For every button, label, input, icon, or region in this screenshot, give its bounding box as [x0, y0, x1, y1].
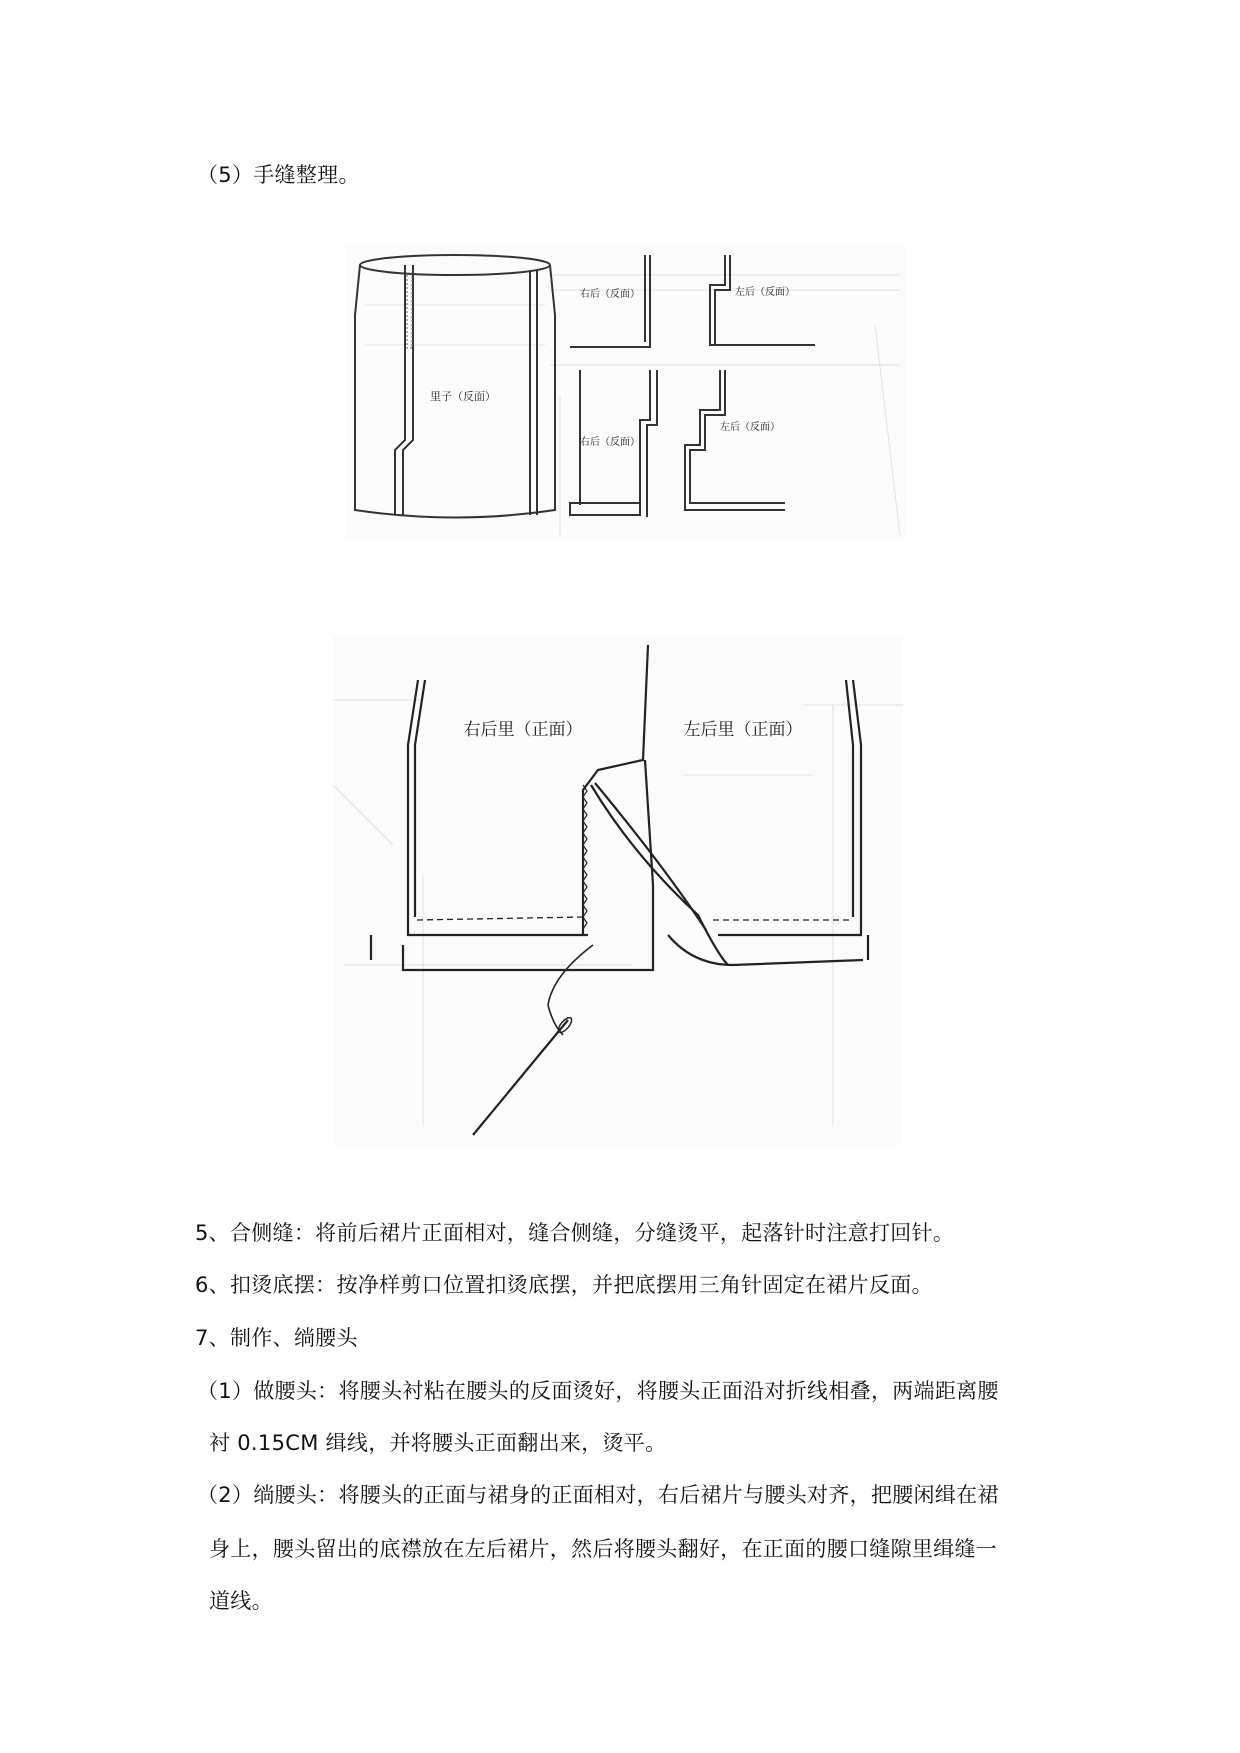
paragraph-attach-waistband-1: （2）绱腰头：将腰头的正面与裙身的正面相对，右后裙片与腰头对齐，把腰闲缉在裙	[197, 1483, 999, 1507]
paragraph-hem: 6、扣烫底摆：按净样剪口位置扣烫底摆，并把底摆用三角针固定在裙片反面。	[195, 1273, 933, 1297]
paragraph-waistband-title: 7、制作、绱腰头	[195, 1326, 358, 1350]
paragraph-make-waistband-2: 衬 0.15CM 缉线，并将腰头正面翻出来，烫平。	[209, 1431, 667, 1455]
left-back-top-label: 左后（反面）	[735, 287, 795, 298]
left-back-bottom-label: 左后（反面）	[720, 422, 780, 433]
paragraph-attach-waistband-2: 身上，腰头留出的底襟放在左后裙片，然后将腰头翻好，在正面的腰口缝隙里缉缝一	[209, 1537, 998, 1561]
section-heading: （5）手缝整理。	[197, 163, 360, 187]
figure-1-drawing	[345, 245, 905, 540]
figure-2	[333, 635, 903, 1145]
paragraph-side-seam: 5、合侧缝：将前后裙片正面相对，缝合侧缝，分缝烫平，起落针时注意打回针。	[195, 1221, 955, 1245]
paragraph-make-waistband-1: （1）做腰头：将腰头衬粘在腰头的反面烫好，将腰头正面沿对折线相叠，两端距离腰	[197, 1379, 999, 1403]
right-back-top-label: 右后（反面）	[580, 289, 640, 300]
paragraph-attach-waistband-3: 道线。	[209, 1589, 273, 1613]
right-back-lining-label: 右后里（正面）	[463, 720, 583, 740]
figure-2-drawing	[333, 635, 903, 1145]
lining-label: 里子（反面）	[430, 390, 496, 403]
left-back-lining-label: 左后里（正面）	[683, 720, 803, 740]
figure-1	[345, 245, 905, 540]
right-back-bottom-label: 右后（反面）	[580, 437, 640, 448]
